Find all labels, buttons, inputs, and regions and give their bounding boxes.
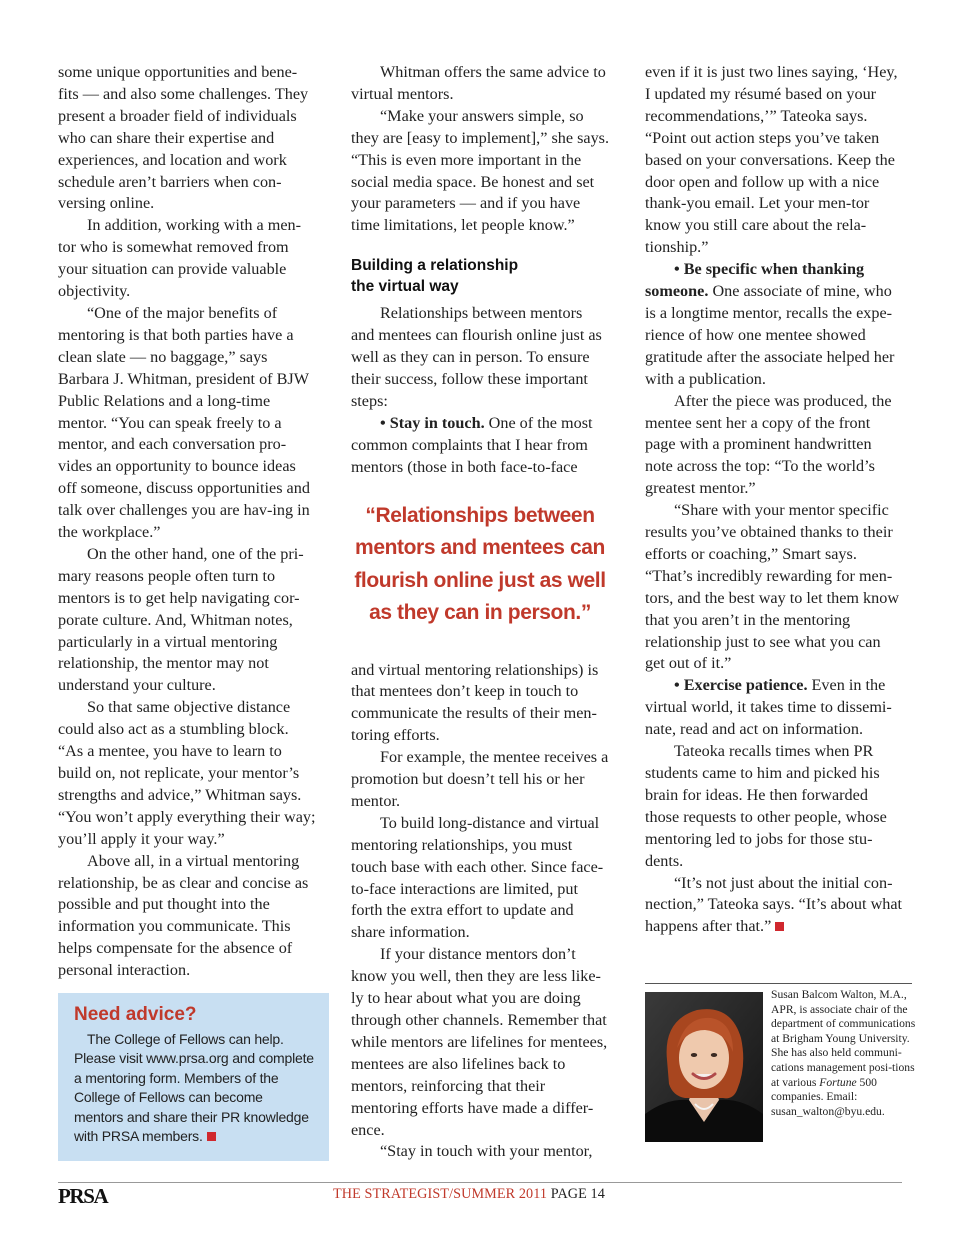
paragraph bbox=[645, 873, 903, 939]
paragraph: and virtual mentoring relationships) is that mentees don’t keep in touch to communicate the results of their men-toring efforts. bbox=[351, 660, 599, 745]
paragraph: Whitman offers the same advice to virtual mentors. bbox=[351, 63, 606, 103]
paragraph: “Share with your mentor specific results you’ve obtained thanks to their efforts or coaching,” Smart says. “That’s incredibly rewarding for men-tors, and the best way to let them know that you aren’t in the mentoring relationship just to see what you can get out of it.” bbox=[645, 501, 900, 673]
paragraph bbox=[645, 675, 903, 741]
bio-text: Susan Balcom Walton, M.A., APR, is associate chair of the department of communications at Brigham Young University. She has also held communi-cations management posi-tions at various bbox=[771, 988, 916, 1089]
paragraph: “Make your answers simple, so they are [easy to implement],” she says. “This is even more important in the social media space. Be honest and set your parameters — and if you have time limitations, let people know.” bbox=[351, 106, 610, 235]
paragraph: If your distance mentors don’t know you well, then they are less like-ly to hear about what you are doing through other channels. Remember that while mentors are lifelines for mentees, mentees are also lifelines back to mentors, reinforcing that their mentoring efforts have made a differ-ence. bbox=[351, 945, 608, 1139]
paragraph: “Stay in touch with your mentor, bbox=[380, 1142, 593, 1161]
author-bio bbox=[771, 988, 916, 1119]
bullet-icon: • bbox=[674, 676, 680, 695]
end-mark-icon bbox=[775, 922, 784, 931]
paragraph: After the piece was produced, the mentee sent her a copy of the front page with a prominent handwritten note across the top: “To the world’s greatest mentor.” bbox=[645, 391, 892, 498]
footer-divider bbox=[58, 1182, 902, 1183]
bullet-lead: Be specific when thanking someone. bbox=[645, 260, 865, 301]
paragraph: even if it is just two lines saying, ‘Hey, I updated my résumé based on your recommendations,’” Tateoka says. “Point out action steps you’ve taken based on your conversations. Keep the door open and follow up with a nice thank-you email. Let your men-tor know you still care about the rela-tionship.” bbox=[645, 63, 898, 257]
sidebar-title: Need advice? bbox=[74, 1004, 197, 1025]
bullet-lead: Stay in touch. bbox=[389, 413, 485, 432]
portrait-image bbox=[645, 992, 763, 1142]
bullet-lead: Exercise patience. bbox=[683, 676, 808, 695]
paragraph: To build long-distance and virtual mentoring relationships, you must touch base with each other. Since face-to-face interactions are limited, put forth the extra effort to update and share information. bbox=[351, 813, 604, 942]
paragraph: On the other hand, one of the pri-mary reasons people often turn to mentors is to get help navigating cor-porate culture. And, Whitman notes, particularly in a virtual mentoring relationship, the mentor may not understand your culture. bbox=[58, 544, 304, 695]
page-footer bbox=[333, 1186, 605, 1203]
bio-italic: Fortune bbox=[819, 1075, 857, 1089]
bullet-icon: • bbox=[380, 413, 386, 432]
paragraph: “One of the major benefits of mentoring is that both parties have a clean slate — no baggage,” says Barbara J. Whitman, president of BJW Public Relations and a long-time mentor. “You can speak freely to a mentor, and each conversation pro-vides an opportunity to bounce ideas off someone, discuss opportunities and talk over challenges you are hav-ing in the workplace.” bbox=[58, 303, 310, 542]
paragraph: Tateoka recalls times when PR students came to him and picked his brain for ideas. He then forwarded those requests to other people, whose mentoring led to jobs for those stu-dents. bbox=[645, 742, 887, 870]
bio-divider bbox=[645, 983, 912, 984]
paragraph: For example, the mentee receives a promotion but doesn’t tell his or her mentor. bbox=[351, 748, 609, 810]
bullet-icon: • bbox=[674, 260, 680, 279]
publication-name: THE STRATEGIST/SUMMER 2011 bbox=[333, 1186, 548, 1202]
sidebar-text: The College of Fellows can help. Please visit www.prsa.org and complete a mentoring form. Members of the College of Fellows can become mentors and share their PR knowledge with PRSA members. bbox=[74, 1031, 314, 1145]
paragraph bbox=[645, 259, 903, 390]
sidebar-body bbox=[74, 1030, 315, 1146]
pull-quote: “Relationships between mentors and mentees can flourish online just as well as they can in person.” bbox=[354, 503, 606, 624]
page-number: PAGE 14 bbox=[550, 1186, 605, 1202]
author-photo bbox=[645, 992, 763, 1142]
section-subhead bbox=[351, 255, 609, 297]
column-2 bbox=[351, 62, 609, 1163]
bullet-text: One of the most common complaints that I hear from mentors (those in both face-to-face bbox=[351, 413, 593, 476]
paragraph: Relationships between mentors and mentees can flourish online just as well as they can in person. To ensure their success, follow these important steps: bbox=[351, 304, 602, 410]
bio-text-end: 500 companies. Email: susan_walton@byu.edu. bbox=[771, 1075, 885, 1118]
subhead-line-2: the virtual way bbox=[351, 278, 459, 296]
column-3 bbox=[645, 62, 903, 938]
paragraph: So that same objective distance could also act as a stumbling block. “As a mentee, you have to learn to build on, not replicate, your mentor’s strengths and advice,” Whitman says. “You won’t apply everything their way; you’ll apply it your way.” bbox=[58, 698, 316, 848]
end-mark-icon bbox=[207, 1132, 216, 1141]
column-1 bbox=[58, 62, 316, 982]
prsa-logo: PRSA bbox=[58, 1184, 108, 1208]
bullet-text: One associate of mine, who is a longtime mentor, recalls the expe-rience of how one mentee showed gratitude after the associate helped her with a publication. bbox=[645, 282, 895, 388]
closing-quote: “It’s not just about the initial con-nection,” Tateoka says. “It’s about what happens after that.” bbox=[645, 873, 903, 936]
need-advice-sidebar bbox=[58, 993, 329, 1161]
paragraph bbox=[351, 413, 609, 479]
paragraph: some unique opportunities and bene-fits — and also some challenges. They present a broader field of individuals who can share their expertise and experiences, and location and work schedule aren’t barriers when con-versing online. bbox=[58, 63, 309, 213]
paragraph: In addition, working with a men-tor who is somewhat removed from your situation can provide valuable objectivity. bbox=[58, 216, 301, 301]
paragraph: Above all, in a virtual mentoring relationship, be as clear and concise as possible and put thought into the information you communicate. This helps compensate for the absence of personal interaction. bbox=[58, 851, 309, 980]
subhead-line-1: Building a relationship bbox=[351, 257, 519, 275]
bullet-text: Even in the virtual world, it takes time to dissemi-nate, read and act on information. bbox=[645, 676, 892, 739]
